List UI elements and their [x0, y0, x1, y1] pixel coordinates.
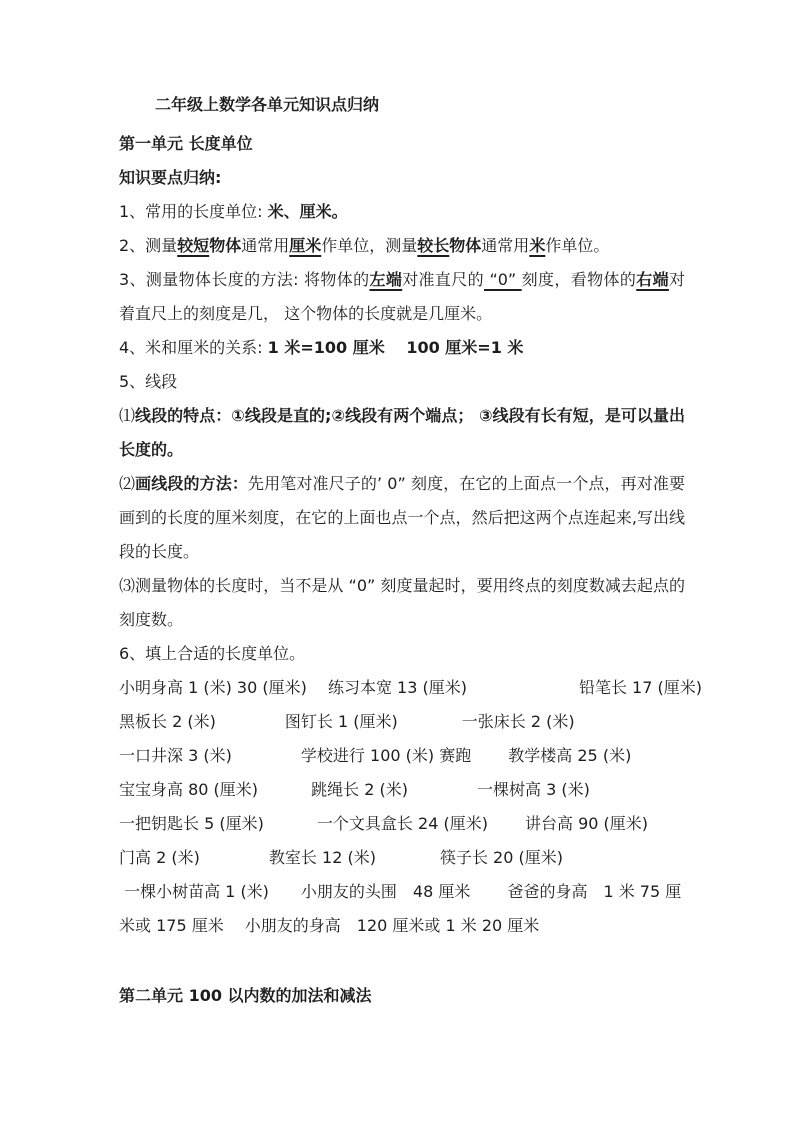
text-segment: ⑶	[119, 576, 136, 595]
paragraph-sub-point-2	[119, 467, 685, 569]
fill-in-row: 米或 175 厘米 小朋友的身高 120 厘米或 1 米 20 厘米	[119, 916, 540, 935]
text-segment: 作单位。	[545, 236, 610, 255]
text-segment: 米	[529, 236, 546, 255]
text-segment: 通常用	[241, 236, 290, 255]
text-segment: 6、填上合适的长度单位。	[119, 644, 306, 663]
paragraph-point-2	[119, 229, 685, 263]
text-segment: 测量物体的长度时，当不是从 “0” 刻度量起时，要用终点的刻度数减去起点的刻度数。	[119, 576, 685, 629]
document-title: 二年级上数学各单元知识点归纳	[155, 95, 380, 114]
fill-in-row: 宝宝身高 80 (厘米) 跳绳长 2 (米) 一棵树高 3 (米)	[119, 780, 590, 799]
fill-in-row: 一口井深 3 (米) 学校进行 100 (米) 赛跑 教学楼高 25 (米)	[119, 746, 632, 765]
text-segment: 作单位，测量	[321, 236, 418, 255]
text-segment: 4、米和厘米的关系:	[119, 338, 268, 357]
fill-in-rows	[119, 671, 702, 943]
fill-in-row: 小明身高 1 (米) 30 (厘米) 练习本宽 13 (厘米) 铅笔长 17 (厘米)	[119, 678, 702, 697]
text-segment: 左端	[369, 270, 403, 289]
text-segment: 5、线段	[119, 372, 178, 391]
paragraph-point-1	[119, 195, 685, 229]
paragraph-point-6	[119, 637, 685, 671]
paragraph-point-4	[119, 331, 685, 365]
fill-in-row: 一棵小树苗高 1 (米) 小朋友的头围 48 厘米 爸爸的身高 1 米 75 厘	[119, 882, 682, 901]
points-list	[119, 195, 685, 671]
text-segment: 刻度，看物体的	[521, 270, 637, 289]
text-segment: ⑵	[119, 474, 136, 493]
fill-in-row: 门高 2 (米) 教室长 12 (米) 筷子长 20 (厘米)	[119, 848, 563, 867]
text-segment: 右端	[636, 270, 669, 289]
unit1-heading: 第一单元 长度单位	[119, 134, 253, 153]
paragraph-point-3	[119, 263, 685, 331]
text-segment: 米、厘米。	[267, 202, 348, 221]
text-segment: 对准直尺的	[402, 270, 484, 289]
text-segment: 线段的特点：①线段是直的;②线段有两个端点； ③线段有长有短，是可以量出长度的。	[119, 406, 685, 459]
text-segment: 物体	[449, 236, 482, 255]
fill-in-row: 一把钥匙长 5 (厘米) 一个文具盒长 24 (厘米) 讲台高 90 (厘米)	[119, 814, 649, 833]
paragraph-sub-point-3	[119, 569, 685, 637]
unit2-heading: 第二单元 100 以内数的加法和减法	[119, 986, 372, 1005]
text-segment: 1 米=100 厘米 100 厘米=1 米	[267, 338, 524, 357]
paragraph-point-5	[119, 365, 685, 399]
key-points-heading: 知识要点归纳:	[119, 168, 222, 187]
text-segment: 物体	[209, 236, 242, 255]
fill-in-row: 黑板长 2 (米) 图钉长 1 (厘米) 一张床长 2 (米)	[119, 712, 575, 731]
text-segment: ⑴	[119, 406, 136, 425]
text-segment: 较长	[417, 236, 450, 255]
text-segment: 对着直尺上的刻度是几， 这个物体的长度就是几厘米。	[119, 270, 685, 323]
text-segment: 2、测量	[119, 236, 178, 255]
text-segment: “0”	[484, 270, 522, 289]
text-segment: 较短	[177, 236, 210, 255]
text-segment: 1、常用的长度单位:	[119, 202, 268, 221]
text-segment: 厘米	[289, 236, 322, 255]
text-segment: 3、测量物体长度的方法: 将物体的	[119, 270, 370, 289]
text-segment: 通常用	[481, 236, 530, 255]
text-segment: 先用笔对准尺子的’ 0” 刻度，在它的上面点一个点，再对准要画到的长度的厘米刻度，在它的上面也点一个点，然后把这两个点连起来,写出线段的长度。	[119, 474, 685, 561]
text-segment: 画线段的方法：	[135, 474, 248, 493]
paragraph-sub-point-1	[119, 399, 685, 467]
